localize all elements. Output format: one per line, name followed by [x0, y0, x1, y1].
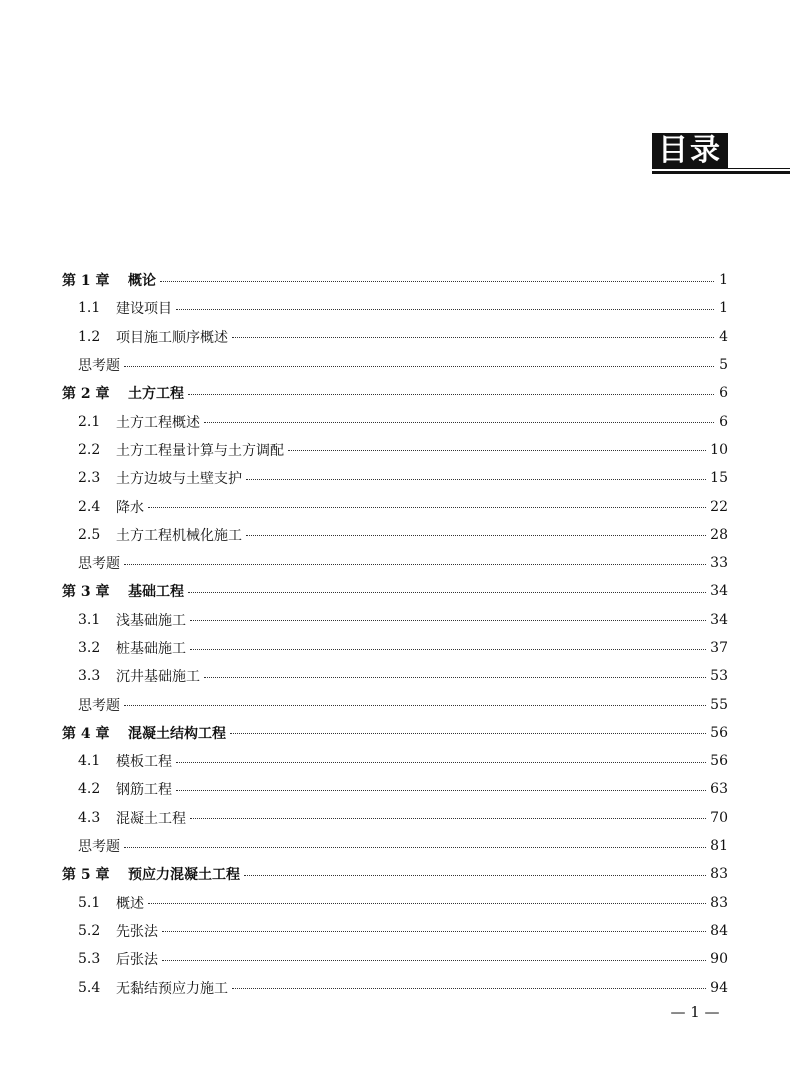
title-rule-thin: [728, 168, 790, 169]
toc-entry-number: 5.3: [78, 951, 101, 968]
toc-entry-page: 55: [710, 696, 728, 713]
toc-entry-review[interactable]: [62, 832, 728, 860]
toc-entry-label: 后张法: [116, 952, 158, 969]
toc-entry-page: 6: [719, 385, 728, 402]
toc-entry-label: 无黏结预应力施工: [116, 980, 228, 997]
toc-entry-label: 思考题: [78, 556, 120, 573]
toc-entry-label: 沉井基础施工: [116, 669, 200, 686]
dot-leader: [204, 422, 714, 423]
toc-entry-number: 2.2: [78, 441, 101, 458]
toc-entry-label: 模板工程: [116, 754, 172, 771]
toc-entry-page: 84: [710, 922, 728, 939]
toc-entry-label: 概述: [116, 895, 144, 912]
page-number-footer: — 1 —: [670, 1003, 720, 1021]
toc-entry-chapter[interactable]: [62, 577, 728, 605]
toc-entry-page: 90: [710, 951, 728, 968]
page-title: 目录: [652, 133, 728, 169]
toc-entry-chapter[interactable]: [62, 379, 728, 407]
toc-entry-number: 5.1: [78, 894, 101, 911]
toc-entry-label: 项目施工顺序概述: [116, 329, 228, 346]
dot-leader: [124, 705, 706, 706]
toc-entry-section[interactable]: [62, 973, 728, 1001]
toc-entry-label: 混凝土工程: [116, 810, 186, 827]
dot-leader: [124, 366, 714, 367]
toc-entry-section[interactable]: [62, 662, 728, 690]
toc-entry-label: 概论: [128, 273, 156, 290]
toc-entry-label: 思考题: [78, 358, 120, 375]
dot-leader: [148, 903, 706, 904]
dot-leader: [246, 535, 706, 536]
toc-entry-page: 1: [719, 300, 728, 317]
toc-entry-label: 建设项目: [116, 301, 172, 318]
table-of-contents: [62, 266, 728, 1002]
dot-leader: [162, 960, 706, 961]
toc-entry-label: 土方工程量计算与土方调配: [116, 442, 284, 459]
toc-entry-section[interactable]: [62, 521, 728, 549]
toc-entry-number: 第 2 章: [62, 386, 110, 403]
dot-leader: [190, 620, 706, 621]
toc-entry-number: 4.1: [78, 753, 101, 770]
toc-entry-page: 6: [719, 413, 728, 430]
toc-entry-number: 2.5: [78, 526, 101, 543]
toc-entry-number: 第 3 章: [62, 584, 110, 601]
toc-entry-page: 53: [710, 668, 728, 685]
dot-leader: [160, 281, 714, 282]
toc-entry-page: 83: [710, 894, 728, 911]
toc-entry-page: 22: [710, 498, 728, 515]
toc-entry-number: 1.1: [78, 300, 101, 317]
toc-entry-page: 56: [710, 753, 728, 770]
toc-entry-page: 4: [719, 328, 728, 345]
toc-entry-section[interactable]: [62, 889, 728, 917]
toc-entry-chapter[interactable]: [62, 719, 728, 747]
toc-entry-page: 10: [710, 441, 728, 458]
toc-entry-number: 第 4 章: [62, 725, 110, 742]
dot-leader: [244, 875, 706, 876]
dot-leader: [176, 762, 706, 763]
dot-leader: [188, 592, 706, 593]
toc-entry-page: 1: [719, 272, 728, 289]
dot-leader: [176, 309, 714, 310]
dot-leader: [190, 818, 706, 819]
toc-entry-section[interactable]: [62, 917, 728, 945]
toc-entry-review[interactable]: [62, 351, 728, 379]
toc-entry-page: 56: [710, 724, 728, 741]
toc-entry-label: 土方边坡与土壁支护: [116, 471, 242, 488]
toc-entry-number: 2.3: [78, 470, 101, 487]
title-rule: [652, 171, 790, 174]
dot-leader: [232, 988, 706, 989]
toc-entry-section[interactable]: [62, 464, 728, 492]
dot-leader: [188, 394, 714, 395]
dot-leader: [246, 479, 706, 480]
toc-entry-number: 3.1: [78, 611, 101, 628]
toc-entry-label: 桩基础施工: [116, 641, 186, 657]
toc-entry-label: 思考题: [78, 839, 120, 856]
dot-leader: [162, 931, 706, 932]
toc-entry-section[interactable]: [62, 606, 728, 634]
toc-entry-number: 3.2: [78, 640, 101, 656]
toc-entry-section[interactable]: [62, 747, 728, 775]
toc-entry-page: 34: [710, 583, 728, 600]
toc-entry-number: 5.4: [78, 979, 101, 996]
toc-entry-label: 土方工程机械化施工: [116, 527, 242, 544]
toc-entry-label: 浅基础施工: [116, 612, 186, 629]
toc-entry-number: 5.2: [78, 922, 101, 939]
toc-entry-page: 34: [710, 611, 728, 628]
toc-entry-label: 先张法: [116, 923, 158, 940]
toc-entry-section[interactable]: [62, 436, 728, 464]
toc-entry-page: 70: [710, 809, 728, 826]
toc-entry-page: 81: [710, 838, 728, 855]
toc-entry-page: 33: [710, 555, 728, 572]
toc-entry-section[interactable]: [62, 945, 728, 973]
toc-entry-page: 5: [719, 357, 728, 374]
toc-entry-section[interactable]: [62, 294, 728, 322]
dot-leader: [230, 733, 706, 734]
toc-entry-label: 降水: [116, 499, 144, 516]
toc-entry-number: 3.3: [78, 668, 101, 685]
toc-entry-section[interactable]: [62, 634, 728, 662]
toc-entry-number: 2.1: [78, 413, 101, 430]
dot-leader: [288, 450, 706, 451]
toc-entry-review[interactable]: [62, 549, 728, 577]
toc-entry-page: 28: [710, 526, 728, 543]
dot-leader: [124, 564, 706, 565]
toc-entry-section[interactable]: [62, 323, 728, 351]
toc-entry-number: 4.3: [78, 809, 101, 826]
toc-entry-label: 混凝土结构工程: [128, 725, 226, 742]
dot-leader: [232, 337, 714, 338]
toc-entry-section[interactable]: [62, 775, 728, 803]
toc-entry-label: 预应力混凝土工程: [128, 867, 240, 884]
toc-entry-number: 第 5 章: [62, 867, 110, 884]
toc-entry-page: 37: [710, 640, 728, 656]
dot-leader: [190, 649, 706, 650]
toc-entry-chapter[interactable]: [62, 860, 728, 888]
toc-entry-chapter[interactable]: [62, 266, 728, 294]
toc-entry-page: 94: [710, 979, 728, 996]
toc-entry-page: 63: [710, 781, 728, 798]
toc-entry-page: 15: [710, 470, 728, 487]
toc-entry-page: 83: [710, 866, 728, 883]
toc-entry-section[interactable]: [62, 407, 728, 435]
toc-entry-label: 基础工程: [128, 584, 184, 601]
dot-leader: [204, 677, 706, 678]
toc-entry-number: 第 1 章: [62, 273, 110, 290]
toc-entry-number: 4.2: [78, 781, 101, 798]
toc-entry-number: 1.2: [78, 328, 101, 345]
toc-entry-label: 钢筋工程: [116, 782, 172, 799]
toc-entry-review[interactable]: [62, 690, 728, 718]
toc-entry-label: 思考题: [78, 697, 120, 714]
dot-leader: [176, 790, 706, 791]
dot-leader: [148, 507, 706, 508]
toc-entry-section[interactable]: [62, 804, 728, 832]
toc-entry-label: 土方工程概述: [116, 414, 200, 431]
dot-leader: [124, 847, 706, 848]
toc-entry-section[interactable]: [62, 492, 728, 520]
toc-entry-number: 2.4: [78, 498, 101, 515]
toc-entry-label: 土方工程: [128, 386, 184, 403]
